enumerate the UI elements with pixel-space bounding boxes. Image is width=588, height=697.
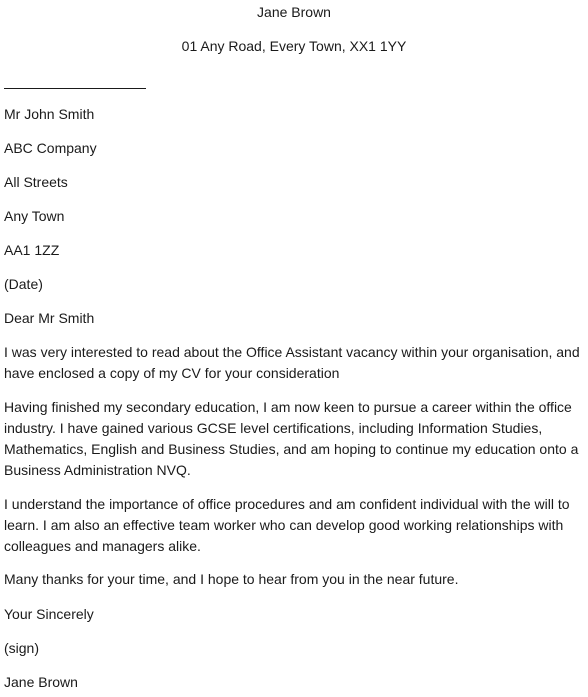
separator-rule — [4, 88, 146, 89]
paragraph-skills: I understand the importance of office procedures and am confident individual with the will to learn. I am also an effective team worker who can develop good working relationships with colleagues and managers alike. — [4, 496, 570, 554]
recipient-name: Mr John Smith — [4, 106, 95, 122]
recipient-street: All Streets — [4, 174, 68, 190]
paragraph-intro: I was very interested to read about the Office Assistant vacancy within your organisation, and have enclosed a copy of my CV for your consideration — [4, 344, 580, 381]
salutation: Dear Mr Smith — [4, 310, 95, 326]
paragraph-education: Having finished my secondary education, I am now keen to pursue a career within the office industry. I have gained various GCSE level certifications, including Information Studies, Mathematics, English and Business Studies, and am hoping to continue my education onto a Business Administration NVQ. — [4, 399, 579, 478]
signoff-name: Jane Brown — [4, 674, 78, 690]
paragraph-thanks: Many thanks for your time, and I hope to hear from you in the near future. — [4, 571, 459, 587]
closing: Your Sincerely — [4, 606, 94, 622]
sender-address: 01 Any Road, Every Town, XX1 1YY — [181, 38, 407, 54]
recipient-town: Any Town — [4, 208, 65, 224]
sender-name: Jane Brown — [257, 4, 331, 20]
recipient-company: ABC Company — [4, 140, 97, 156]
recipient-postcode: AA1 1ZZ — [4, 242, 60, 258]
signature: (sign) — [4, 640, 40, 656]
letter-date: (Date) — [4, 276, 43, 292]
